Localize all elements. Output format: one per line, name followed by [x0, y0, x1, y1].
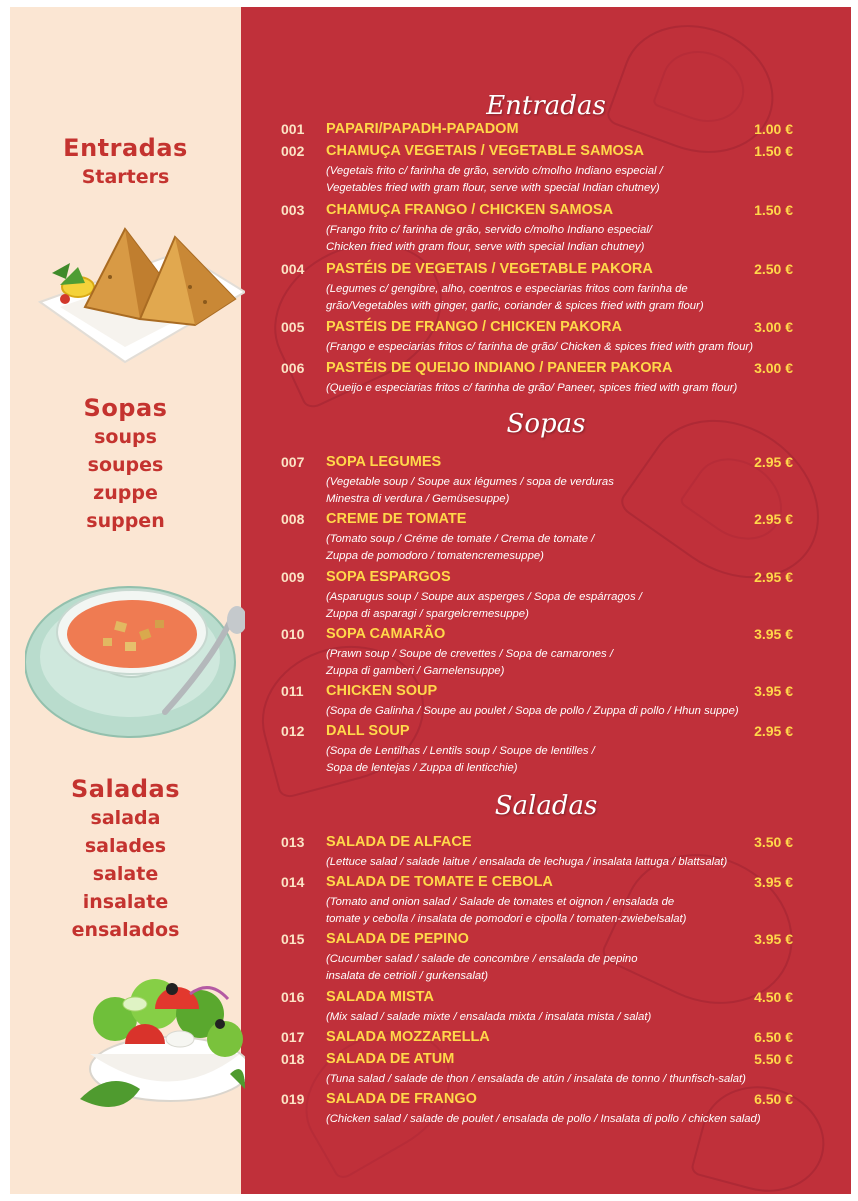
item-description: (Vegetais frito c/ farinha de grão, servido c/molho Indiano especial /	[326, 165, 663, 177]
category-subtitle: soups	[94, 426, 157, 448]
menu-item	[281, 683, 793, 720]
item-price: 3.95 €	[754, 683, 793, 699]
item-number: 001	[281, 121, 305, 137]
item-name: DALL SOUP	[326, 723, 410, 739]
item-description: Zuppa di gamberi / Garnelensuppe)	[326, 665, 505, 677]
item-name: SOPA ESPARGOS	[326, 569, 451, 585]
item-number: 018	[281, 1051, 305, 1067]
section-title-sopas: Sopas	[506, 409, 586, 439]
item-description: (Queijo e especiarias fritos c/ farinha de grão/ Paneer, spices fried with gram flour)	[326, 382, 738, 394]
item-name: CHICKEN SOUP	[326, 683, 438, 699]
samosa-photo	[30, 207, 245, 367]
item-name: SALADA MOZZARELLA	[326, 1029, 490, 1045]
item-price: 2.95 €	[754, 723, 793, 739]
item-number: 009	[281, 569, 305, 585]
item-description: (Tuna salad / salade de thon / ensalada de atún / insalata de tonno / thunfisch-salat)	[326, 1073, 746, 1085]
category-subtitle: soupes	[87, 454, 164, 476]
item-description: (Sopa de Galinha / Soupe au poulet / Sopa de pollo / Zuppa di pollo / Hhun suppe)	[326, 705, 739, 717]
menu-item	[281, 1051, 793, 1088]
item-name: SOPA LEGUMES	[326, 454, 442, 470]
menu-item	[281, 1091, 793, 1128]
item-name: SALADA DE TOMATE E CEBOLA	[326, 874, 553, 890]
item-name: SALADA DE ALFACE	[326, 834, 472, 850]
item-description: (Sopa de Lentilhas / Lentils soup / Soupe de lentilles /	[326, 745, 595, 757]
menu-item	[281, 202, 793, 256]
item-price: 3.95 €	[754, 931, 793, 947]
item-number: 015	[281, 931, 305, 947]
menu-page	[10, 7, 851, 1194]
category-subtitle: ensalados	[71, 919, 180, 941]
item-price: 2.95 €	[754, 454, 793, 470]
menu-item	[281, 121, 793, 141]
category-title: Saladas	[70, 775, 181, 803]
menu-item	[281, 1029, 793, 1049]
menu-item	[281, 143, 793, 197]
item-description: Zuppa di asparagi / spargelcremesuppe)	[326, 608, 529, 620]
section-title-entradas: Entradas	[486, 91, 606, 121]
item-name: PASTÉIS DE VEGETAIS / VEGETABLE PAKORA	[326, 261, 653, 277]
item-name: SALADA DE ATUM	[326, 1051, 455, 1067]
item-number: 014	[281, 874, 305, 890]
item-price: 6.50 €	[754, 1091, 793, 1107]
item-price: 2.95 €	[754, 569, 793, 585]
item-description: (Prawn soup / Soupe de crevettes / Sopa de camarones /	[326, 648, 613, 660]
item-description: (Mix salad / salade mixte / ensalada mixta / insalata mista / salat)	[326, 1011, 652, 1023]
menu-item	[281, 626, 793, 680]
category-subtitle: insalate	[82, 891, 169, 913]
item-price: 1.00 €	[754, 121, 793, 137]
menu-item	[281, 569, 793, 623]
item-price: 3.50 €	[754, 834, 793, 850]
item-name: PAPARI/PAPADH-PAPADOM	[326, 121, 519, 137]
item-number: 008	[281, 511, 305, 527]
sidebar-category-sopas	[10, 393, 241, 535]
item-description: (Asparugus soup / Soupe aux asperges / Sopa de espárragos /	[326, 591, 642, 603]
menu-item	[281, 723, 793, 777]
section-title-saladas: Saladas	[494, 791, 598, 821]
item-description: (Tomato soup / Créme de tomate / Crema de tomate /	[326, 533, 595, 545]
item-price: 6.50 €	[754, 1029, 793, 1045]
item-description: Chicken fried with gram flour, serve with special Indian chutney)	[326, 241, 645, 253]
item-name: SALADA DE PEPINO	[326, 931, 469, 947]
item-price: 2.95 €	[754, 511, 793, 527]
item-name: CHAMUÇA VEGETAIS / VEGETABLE SAMOSA	[326, 143, 644, 159]
item-description: tomate y cebolla / insalata de pomodori e cipolla / tomaten-zwiebelsalat)	[326, 913, 687, 925]
menu-item	[281, 360, 793, 397]
item-price: 4.50 €	[754, 989, 793, 1005]
item-name: SALADA DE FRANGO	[326, 1091, 477, 1107]
item-number: 005	[281, 319, 305, 335]
item-number: 013	[281, 834, 305, 850]
item-price: 1.50 €	[754, 202, 793, 218]
item-description: Minestra di verdura / Gemüsesuppe)	[326, 493, 510, 505]
category-subtitle: suppen	[86, 510, 165, 532]
sidebar-category-entradas	[10, 133, 241, 191]
category-subtitle: salate	[92, 863, 159, 885]
menu-item	[281, 454, 793, 508]
category-title: Sopas	[83, 394, 168, 422]
menu-item	[281, 319, 793, 356]
item-number: 012	[281, 723, 305, 739]
item-description: Zuppa de pomodoro / tomatencremesuppe)	[326, 550, 544, 562]
item-number: 004	[281, 261, 305, 277]
sidebar-category-saladas	[10, 774, 241, 944]
item-price: 3.95 €	[754, 626, 793, 642]
category-title: Entradas	[63, 134, 188, 162]
item-price: 2.50 €	[754, 261, 793, 277]
item-description: (Frango e especiarias fritos c/ farinha de grão/ Chicken & spices fried with gram flour)	[326, 341, 753, 353]
item-name: CHAMUÇA FRANGO / CHICKEN SAMOSA	[326, 202, 614, 218]
item-number: 017	[281, 1029, 305, 1045]
item-description: insalata de cetrioli / gurkensalat)	[326, 970, 489, 982]
item-description: (Vegetable soup / Soupe aux légumes / sopa de verduras	[326, 476, 614, 488]
item-description: grão/Vegetables with ginger, garlic, coriander & spices fried with gram flour)	[326, 300, 704, 312]
item-price: 3.00 €	[754, 319, 793, 335]
item-description: (Lettuce salad / salade laitue / ensalada de lechuga / insalata lattuga / blattsalat)	[326, 856, 728, 868]
salad-photo	[60, 959, 245, 1129]
item-price: 1.50 €	[754, 143, 793, 159]
item-name: PASTÉIS DE QUEIJO INDIANO / PANEER PAKORA	[326, 360, 673, 376]
item-number: 011	[281, 683, 304, 699]
item-number: 007	[281, 454, 305, 470]
item-number: 003	[281, 202, 305, 218]
menu-item	[281, 989, 793, 1026]
item-description: (Tomato and onion salad / Salade de tomates et oignon / ensalada de	[326, 896, 675, 908]
item-description: Vegetables fried with gram flour, serve with special Indian chutney)	[326, 182, 660, 194]
menu-item	[281, 511, 793, 565]
item-description: (Legumes c/ gengibre, alho, coentros e especiarias fritos com farinha de	[326, 283, 688, 295]
item-name: PASTÉIS DE FRANGO / CHICKEN PAKORA	[326, 319, 622, 335]
menu-item	[281, 834, 793, 871]
item-description: (Chicken salad / salade de poulet / ensalada de pollo / Insalata di pollo / chicken salad)	[326, 1113, 761, 1125]
item-name: SALADA MISTA	[326, 989, 434, 1005]
soup-photo	[25, 552, 245, 752]
category-subtitle: Starters	[81, 166, 170, 188]
category-subtitle: zuppe	[93, 482, 158, 504]
item-name: CREME DE TOMATE	[326, 511, 467, 527]
category-subtitle: salada	[90, 807, 161, 829]
item-number: 019	[281, 1091, 305, 1107]
item-description: Sopa de lentejas / Zuppa di lenticchie)	[326, 762, 518, 774]
item-description: (Frango frito c/ farinha de grão, servido c/molho Indiano especial/	[326, 224, 652, 236]
item-description: (Cucumber salad / salade de concombre / ensalada de pepino	[326, 953, 638, 965]
item-number: 016	[281, 989, 305, 1005]
item-number: 006	[281, 360, 305, 376]
item-number: 010	[281, 626, 305, 642]
menu-item	[281, 931, 793, 985]
item-price: 3.00 €	[754, 360, 793, 376]
item-name: SOPA CAMARÃO	[326, 626, 446, 642]
menu-item	[281, 261, 793, 315]
item-price: 3.95 €	[754, 874, 793, 890]
item-number: 002	[281, 143, 305, 159]
item-price: 5.50 €	[754, 1051, 793, 1067]
category-subtitle: salades	[84, 835, 167, 857]
menu-item	[281, 874, 793, 928]
